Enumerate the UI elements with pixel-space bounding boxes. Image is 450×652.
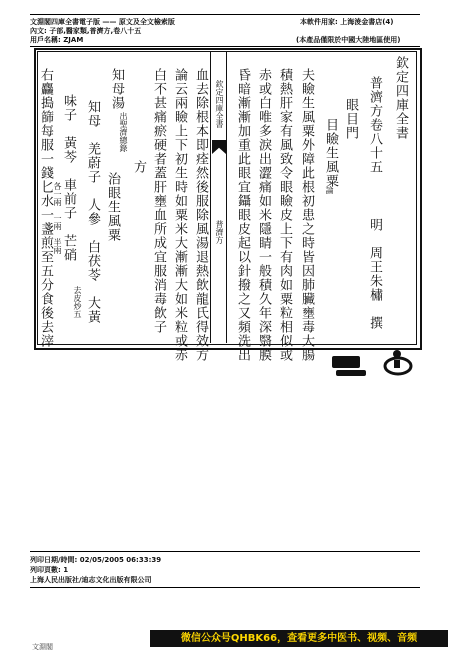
print-date: 列印日期/時間: 02/05/2005 06:33:39 xyxy=(30,556,162,564)
recipe-note-2: 各一兩 一兩 半兩 xyxy=(53,182,62,254)
header-line3: 用戶名稱: ZJAM xyxy=(30,36,84,44)
seal-logo-left-base xyxy=(336,370,366,376)
formula-source: 出聖濟總錄 xyxy=(119,112,128,152)
header-rule-bottom xyxy=(30,46,420,47)
seal-logo-left xyxy=(332,356,360,368)
print-pages: 列印頁數: 1 xyxy=(30,566,69,574)
publisher: 上海人民出版社/迪志文化出版有限公司 xyxy=(30,576,152,584)
recipe-note-1: 去皮炒五 xyxy=(73,286,82,318)
recipe-col-2: 味子 黃芩 車前子 芒硝 xyxy=(61,94,76,262)
next-page-fragment: 文淵閣 xyxy=(32,643,53,651)
margin-line-left xyxy=(210,51,211,343)
text-col-1: 夫瞼生風粟外障此根初患之時皆因肺臟壅毒大腸 xyxy=(299,68,314,362)
author: 明 周王朱橚 撰 xyxy=(367,218,382,330)
book-title: 普濟方卷八十五 xyxy=(367,76,382,174)
text-col-3: 赤或白唯多淚出澀痛如米隱睛一般積久年深翳膜 xyxy=(256,68,271,362)
header-line2: 內文: 子部,醫家類,普濟方,卷八十五 xyxy=(30,27,142,35)
header-rule-top xyxy=(30,14,420,15)
margin-line-right xyxy=(226,51,227,343)
margin-qinding: 欽定四庫全書 xyxy=(215,80,224,128)
header-right2: (本產品僅限於中國大陸地區使用) xyxy=(296,36,401,44)
seal-logo-right xyxy=(383,348,413,376)
formula-indication: 治眼生風粟 xyxy=(105,172,120,242)
margin-book: 普濟方 xyxy=(215,220,224,244)
header-right1: 本軟件用家: 上海淩金書店(4) xyxy=(300,18,394,26)
recipe-col-3: 右麤搗篩每服一錢匕水一盞煎至五分食後去滓 xyxy=(38,68,53,348)
fang-label: 方 xyxy=(131,160,146,174)
qinding-title: 欽定四庫全書 xyxy=(393,56,408,140)
header-line1: 文淵閣四庫全書電子版 —— 原文及全文檢索版 xyxy=(30,18,175,26)
formula-name: 知母湯 xyxy=(109,68,124,110)
text-col-2: 積熱肝家有風致令眼瞼皮上下有肉如粟粒相似或 xyxy=(277,68,292,362)
text-col-7: 白不甚痛瘀硬者蓋肝壅血所成宜服消毒飲子 xyxy=(151,68,166,334)
footer-rule xyxy=(30,551,420,552)
text-col-6: 論云兩瞼上下初生時如粟米大漸漸大如米粒或赤 xyxy=(172,68,187,362)
text-col-4: 昏暗漸漸加重此眼宜鑷眼皮起以針撥之又頻洗出 xyxy=(235,68,250,362)
text-col-5: 血去除根本即痊然後服除風湯退熱飲龍氏得效方 xyxy=(193,68,208,362)
footer-rule-bottom xyxy=(30,587,420,588)
recipe-col-1: 知母 羌蔚子 人參 白茯苓 大黃 xyxy=(85,100,100,324)
wechat-banner: 微信公众号QHBK66，查看更多中医书、视频、音频 xyxy=(150,630,448,647)
section-eye: 眼目門 xyxy=(343,98,358,140)
subsection-title: 目瞼生風粟 xyxy=(323,118,338,188)
subsection-note: 論 xyxy=(325,186,334,194)
